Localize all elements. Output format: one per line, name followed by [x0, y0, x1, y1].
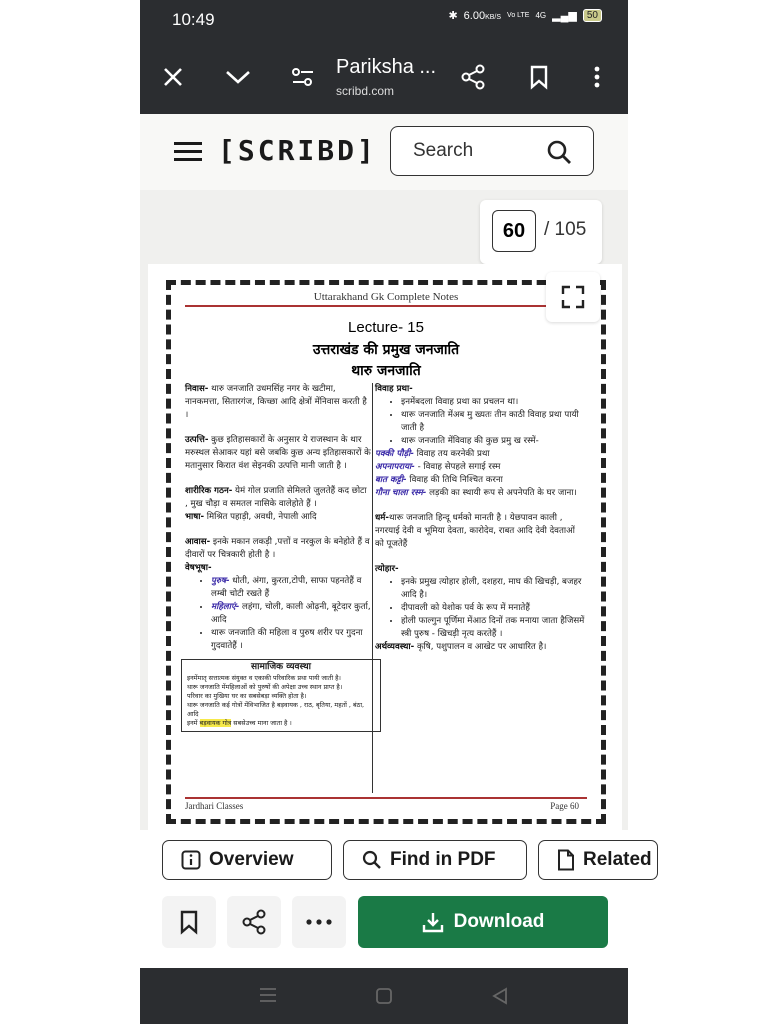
box-line: थारू जनजाति कई गोत्रों मेंविभाजित है बड़वायक , राठ, बृतिया, महतों , बंठा, आदि: [187, 701, 365, 718]
text-nivas: थारु जनजाति उधमसिंह नगर के खटीमा, नानकमत्ता, सितारगंज, किच्छा आदि क्षेत्रों मेंनिवास करती है ।: [185, 384, 367, 420]
status-time: 10:49: [172, 10, 215, 29]
document-page: [148, 264, 622, 830]
volte-indicator: Vo LTE: [507, 12, 530, 19]
doc-subtitle: थारु जनजाति: [351, 363, 421, 379]
doc-footer: [185, 797, 587, 811]
label-sharirik: शारीरिक गठन-: [185, 486, 233, 496]
para-dharm: [375, 512, 585, 551]
social-system-box: [181, 659, 381, 732]
label-veshbhusha: [185, 562, 371, 575]
action-row: [140, 830, 652, 894]
search-label: Search: [413, 140, 474, 161]
rasm-3: [375, 474, 585, 487]
list-item: [211, 601, 371, 627]
right-column: [375, 383, 585, 666]
rasm-text: लड़की का स्थायी रूप से अपनेपति के घर जाना।: [426, 488, 577, 498]
browser-toolbar: [140, 40, 628, 114]
para-utpatti: [185, 434, 371, 473]
fullscreen-button[interactable]: [546, 272, 600, 322]
doc-lecture: Lecture- 15: [348, 319, 424, 336]
text-purush: धोती, अंगा, कुरता,टोपी, साफा पहनतेहैं व लम्बी चोटी रखते हैं: [211, 576, 362, 599]
current-page-input[interactable]: 60: [492, 210, 536, 252]
search-button[interactable]: [390, 126, 594, 176]
label-dharm: धर्म-: [375, 513, 389, 523]
para-aavas: [185, 536, 371, 562]
recent-apps-icon[interactable]: [258, 986, 278, 1004]
related-label: Related: [583, 849, 652, 870]
box-line: इनमेंमातृ सत्तात्मक संयुक्त व एकाकी परिवारिक प्रथा पायी जाती है।: [187, 674, 341, 682]
home-icon[interactable]: [374, 986, 394, 1006]
label-utpatti: उत्पत्ति-: [185, 435, 209, 445]
box-line: परिवार का मुखिया घर का सबसेबड़ा व्यक्ति होता है।: [187, 692, 307, 700]
para-arth: [375, 641, 585, 654]
veshbhusha-list: [185, 575, 371, 653]
scribd-logo[interactable]: [SCRIBD]: [218, 134, 377, 167]
rasm-text: विवाह की तिथि निश्चित करना: [406, 475, 503, 485]
page-url: scribd.com: [336, 84, 395, 98]
system-nav-bar: [140, 968, 628, 1024]
label-vivah: [375, 383, 585, 396]
list-item: [211, 575, 371, 601]
rasm-label: गौना चाला रस्म-: [375, 488, 427, 498]
phone-screen: [140, 0, 652, 1024]
tyohar-heading: त्योहार-: [375, 564, 399, 574]
find-in-pdf-button[interactable]: [343, 840, 527, 880]
more-vert-icon[interactable]: [582, 62, 612, 92]
chevron-down-icon[interactable]: [223, 62, 253, 92]
share-button[interactable]: [227, 896, 281, 948]
back-icon[interactable]: [490, 986, 510, 1006]
doc-title: उत्तराखंड की प्रमुख जनजाति: [312, 342, 460, 358]
scribd-header: [140, 114, 628, 190]
tyohar-list: [375, 576, 585, 641]
para-sharirik: [185, 485, 371, 511]
list-item: • इनके प्रमुख त्योहार होली, दशहरा, माघ की खिचड़ी, बजहर आदि है।: [401, 576, 585, 602]
box-line: [187, 719, 375, 728]
signal-icon: ▂▄▆: [552, 10, 577, 22]
rasm-4: [375, 487, 585, 500]
page-indicator: [480, 200, 602, 264]
text-arth: कृषि, पशुपालन व आखेट पर आधारित है।: [414, 642, 547, 652]
text-dharm: थारू जनजाति हिन्दू धर्मको मानती है । येछपावन काली , नगरयाई देवी व भूमिया देवता, कारोदेव, राबत आदि देवी देवताओं को पूजतेहैं: [375, 513, 575, 549]
bookmark-icon: [179, 910, 199, 934]
list-item: • इनमेंबदला विवाह प्रथा का प्रचलन था।: [401, 396, 585, 409]
list-item: • होली फाल्गुन पूर्णिमा मेंआठ दिनों तक मनाया जाता हैजिसमें स्त्री पुरुष - खिचड़ी नृत्य करतेहैं ।: [401, 615, 585, 641]
box-text: इनमें: [187, 719, 200, 727]
para-nivas: [185, 383, 371, 422]
label-aavas: आवास-: [185, 537, 211, 547]
fullscreen-icon: [546, 272, 600, 322]
site-settings-icon[interactable]: [288, 62, 318, 92]
search-icon: [362, 850, 382, 870]
document-icon: [557, 849, 575, 871]
bluetooth-icon: ✱: [448, 10, 458, 22]
rasm-label: अपनापराया-: [375, 462, 415, 472]
bookmark-icon[interactable]: [524, 62, 554, 92]
para-bhasha: [185, 511, 371, 524]
veshbhusha-heading: वेषभूषा-: [185, 563, 212, 573]
doc-columns: [185, 383, 587, 803]
footer-left: Jardhari Classes: [185, 801, 244, 811]
total-pages: / 105: [544, 219, 587, 240]
download-icon: [422, 911, 444, 933]
status-bar: [140, 0, 628, 40]
related-button[interactable]: [538, 840, 658, 880]
more-options-button[interactable]: [292, 896, 346, 948]
page-content: [185, 289, 587, 815]
rasm-2: [375, 461, 585, 474]
rasm-text: - विवाह सेपहले सगाई रस्म: [414, 462, 501, 472]
list-item: • थारू जनजाति मेंविवाह की कुछ प्रमु ख रस्में-: [401, 435, 585, 448]
vivah-list: [375, 396, 585, 448]
net-speed-unit: KB/S: [485, 13, 502, 21]
list-item: [211, 627, 371, 653]
text-bhasha: मिश्रित पहाड़ी, अवधी, नेपाली आदि: [204, 512, 317, 522]
text-gudna: थारू जनजाति की महिला व पुरुष शरीर पर गुदना गुदवातेहैं ।: [211, 628, 363, 651]
rasm-label: पक्की पौड़ी-: [375, 449, 414, 459]
download-label: Download: [453, 911, 545, 932]
label-nivas: निवास-: [185, 384, 209, 394]
text-sharirik: येमं गोल प्रजाति सेमिलते जुलतेहैं कद छोटा , मुख चौड़ा व समतल नासिके वालेहोते हैं ।: [185, 486, 367, 509]
list-item: • दीपावली को येशोक पर्व के रूप में मनातेहैं: [401, 602, 585, 615]
text-mahilaye: लहंगा, चोली, काली ओढ़नी, बूटेदार कुर्ता, आदि: [211, 602, 371, 625]
left-column: [185, 383, 371, 732]
text-utpatti: कुछ इतिहासकारों के अनुसार ये राजस्थान के थार मरुस्थल सेआकर यहां बसे जबकि कुछ अन्य इतिहासकारों के मतानुसार किरात वंश सेइनकी उत्पत्ति मानी जाती है ।: [185, 435, 371, 471]
label-tyohar: [375, 563, 585, 576]
highlighted-text: बड़वायक गोत्र: [199, 719, 232, 727]
box-line: थारू जनजाति मेंमहिलाओं को पुरुषों की अपेक्षा उच्च स्थान प्राप्त है।: [187, 683, 343, 691]
share-icon[interactable]: [458, 62, 488, 92]
label-purush: पुरुष-: [211, 576, 230, 586]
document-viewer[interactable]: [140, 190, 628, 830]
list-item: • थारू जनजाति मेंअब मु ख्यतः तीन काठी विवाह प्रथा पायी जाती है: [401, 409, 585, 435]
find-label: Find in PDF: [390, 849, 496, 870]
net-speed-value: 6.00: [463, 9, 486, 22]
network-type: 4G: [535, 11, 547, 20]
doc-header: Uttarakhand Gk Complete Notes: [185, 291, 587, 307]
download-button[interactable]: [358, 896, 608, 948]
more-horiz-icon: [305, 918, 333, 926]
box-title: सामाजिक व्यवस्था: [251, 662, 311, 672]
rasm-label: बात कट्टी-: [375, 475, 407, 485]
text-aavas: इनके मकान लकड़ी ,पत्तों व नरकुल के बनेहोते हैं व दीवारों पर चित्रकारी होती है ।: [185, 537, 370, 560]
download-row: [140, 894, 628, 968]
label-bhasha: भाषा-: [185, 512, 205, 522]
rasm-text: विवाह तय करनेकी प्रथा: [413, 449, 490, 459]
menu-icon[interactable]: [174, 142, 202, 162]
search-icon: [545, 138, 573, 170]
battery-icon: 50: [583, 9, 602, 22]
vivah-heading: विवाह प्रथा-: [375, 384, 413, 394]
save-button[interactable]: [162, 896, 216, 948]
footer-page: Page 60: [550, 801, 579, 811]
status-icons: [448, 9, 602, 22]
page-title: Pariksha ...: [336, 56, 437, 78]
overview-label: Overview: [209, 849, 294, 870]
close-icon[interactable]: [158, 62, 188, 92]
page-border: [166, 280, 606, 824]
label-arth: अर्थव्यवस्था-: [375, 642, 415, 652]
share-icon: [241, 909, 267, 935]
label-mahilaye: महिलाएं-: [211, 602, 240, 612]
info-icon: [181, 850, 201, 870]
rasm-1: [375, 448, 585, 461]
box-text: सबसेउच्च माना जाता है ।: [231, 719, 292, 727]
net-speed: [464, 10, 501, 22]
overview-button[interactable]: [162, 840, 332, 880]
